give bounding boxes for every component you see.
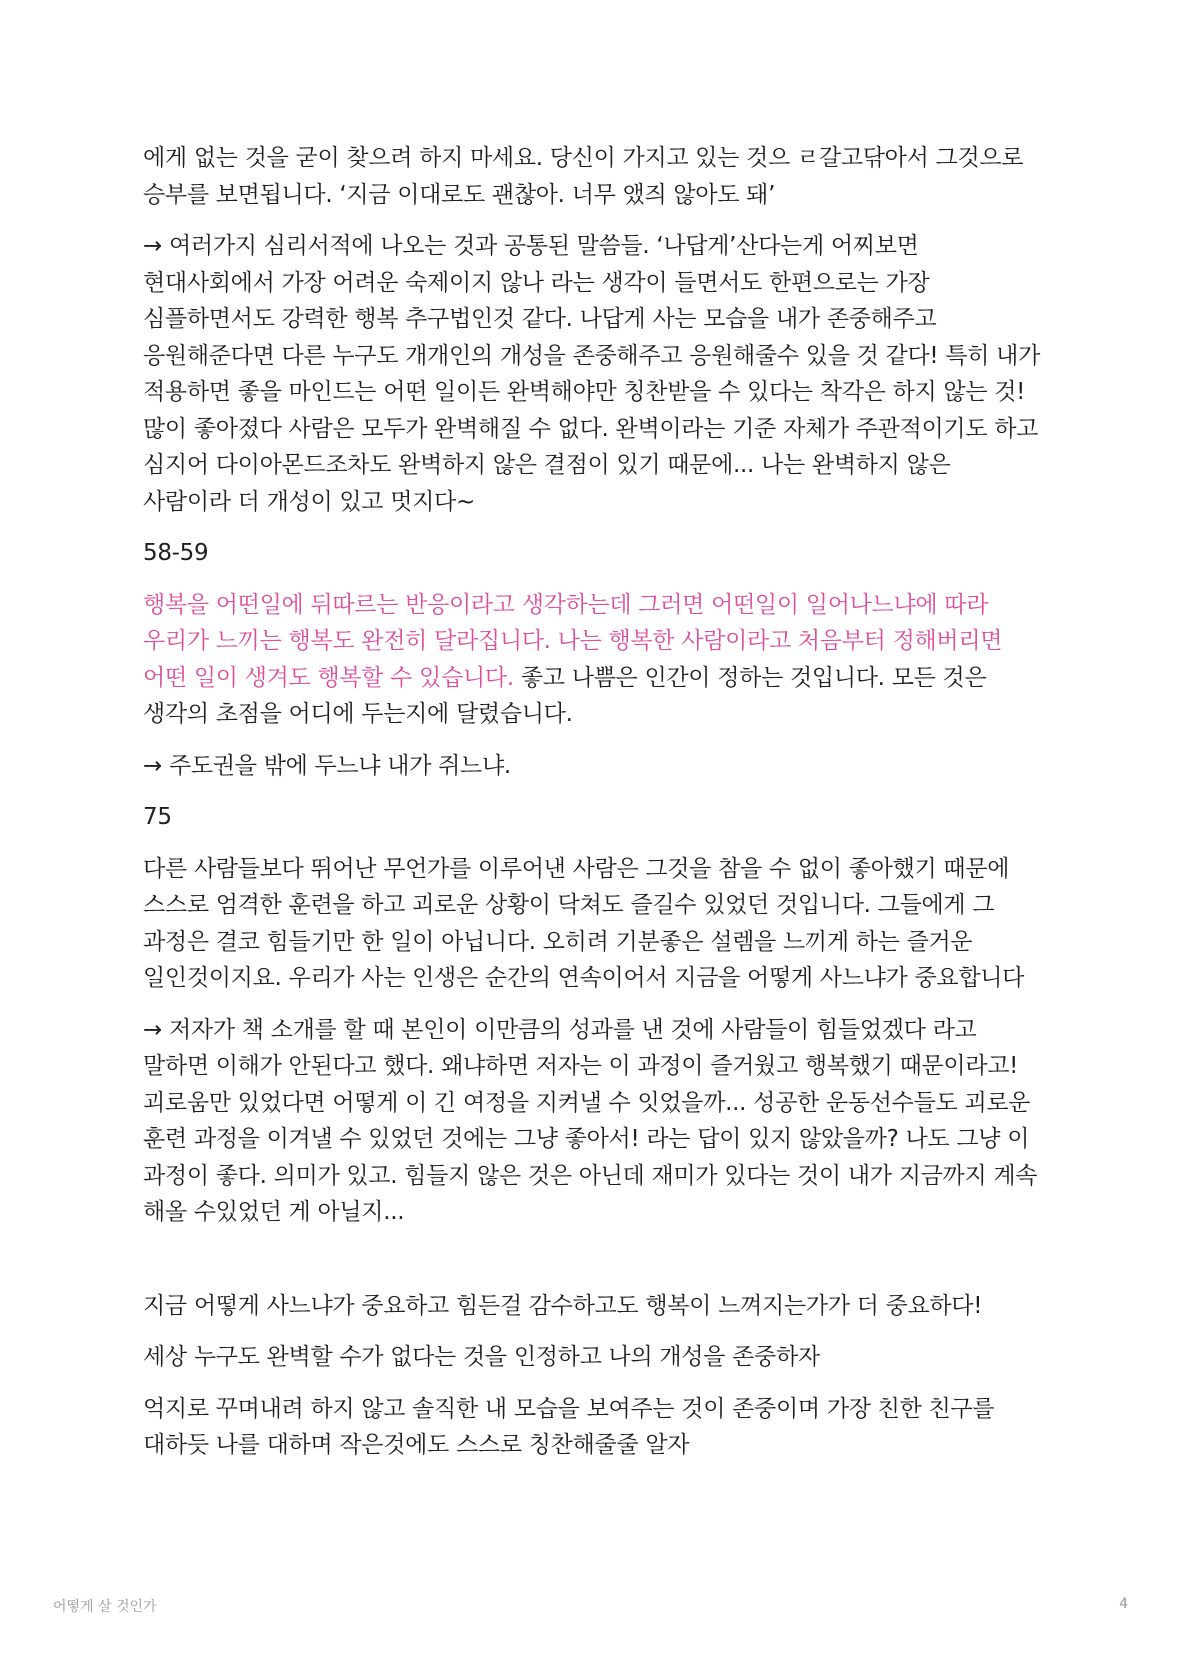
paragraph-quote-3: 다른 사람들보다 뛰어난 무언가를 이루어낸 사람은 그것을 참을 수 없이 좋아했기 때문에 스스로 엄격한 훈련을 하고 괴로운 상황이 닥쳐도 즐길수 있었던 것입니다. 그들에게 그 과정은 결코 힘들기만 한 일이 아닙니다. 오히려 기분좋은 설렘을 느끼게 하는 즐거운 일인것이지요. 우리가 사는 인생은 순간의 연속이어서 지금을 어떻게 사느냐가 중요합니다	[143, 855, 1025, 991]
paragraph-quote-1: 에게 없는 것을 굳이 찾으려 하지 마세요. 당신이 가지고 있는 것으 ㄹ갈고닦아서 그것으로 승부를 보면됩니다. ‘지금 이대로도 괜찮아. 너무 앴즤 않아도 돼’	[143, 145, 1024, 208]
summary-line: 억지로 꾸며내려 하지 않고 솔직한 내 모습을 보여주는 것이 존중이며 가장 친한 친구를 대하듯 나를 대하며 작은것에도 스스로 칭찬해줄줄 알자	[143, 1395, 995, 1458]
page-reference: 75	[143, 804, 172, 830]
paragraph-quote-2	[143, 587, 1043, 733]
footer-page-number: 4	[1119, 1596, 1128, 1612]
paragraph-reflection-2: → 주도권을 밖에 두느냐 내가 쥐느냐.	[143, 752, 511, 779]
paragraph-reflection-3: → 저자가 책 소개를 할 때 본인이 이만큼의 성과를 낸 것에 사람들이 힘들었겠다 라고 말하면 이해가 안된다고 했다. 왜냐하면 저자는 이 과정이 즐거웠고 행복했기 때문이라고! 괴로움만 있었다면 어떻게 이 긴 여정을 지켜낼 수 잇었을까... 성공한 운동선수들도 괴로운 훈련 과정을 이겨낼 수 있었던 것에는 그냥 좋아서! 라는 답이 있지 않았을까? 나도 그냥 이 과정이 좋다. 의미가 있고. 힘들지 않은 것은 아닌데 재미가 있다는 것이 내가 지금까지 계속 해올 수있었던 게 아닐지...	[143, 1016, 1038, 1225]
footer-book-title: 어떻게 살 것인가	[53, 1599, 157, 1615]
paragraph-text: 좋고 나쁨은 인간이 정하는 것입니다. 모든 것은 생각의 초점을 어디에 두는지에 달렸습니다.	[143, 664, 987, 727]
section-spacer	[143, 1246, 1043, 1288]
summary-line: 지금 어떻게 사느냐가 중요하고 힘든걸 감수하고도 행복이 느껴지는가가 더 중요하다!	[143, 1292, 983, 1319]
page-body	[143, 140, 1043, 1479]
summary-line: 세상 누구도 완벽할 수가 없다는 것을 인정하고 나의 개성을 존중하자	[143, 1344, 820, 1370]
highlighted-text: 행복을 어떤일에 뒤따르는 반응이라고 생각하는데 그러면 어떤일이 일어나느냐에 따라 우리가 느끼는 행복도 완전히 달라집니다. 나는 행복한 사람이라고 처음부터 정해버리면 어떤 일이 생겨도 행복할 수 있습니다.	[143, 591, 1003, 691]
page-reference: 58-59	[143, 540, 209, 566]
paragraph-reflection-1: → 여러가지 심리서적에 나오는 것과 공통된 말씀들. ‘나답게’산다는게 어찌보면 현대사회에서 가장 어려운 숙제이지 않나 라는 생각이 들면서도 한편으로는 가장 심플하면서도 강력한 행복 추구법인것 같다. 나답게 사는 모습을 내가 존중해주고 응원해준다면 다른 누구도 개개인의 개성을 존중해주고 응원해줄수 있을 것 같다! 특히 내가 적용하면 좋을 마인드는 어떤 일이든 완벽해야만 칭찬받을 수 있다는 착각은 하지 않는 것! 많이 좋아졌다 사람은 모두가 완벽해질 수 없다. 완벽이라는 기준 자체가 주관적이기도 하고 심지어 다이아몬드조차도 완벽하지 않은 결점이 있기 때문에... 나는 완벽하지 않은 사람이라 더 개성이 있고 멋지다~	[143, 233, 1041, 515]
